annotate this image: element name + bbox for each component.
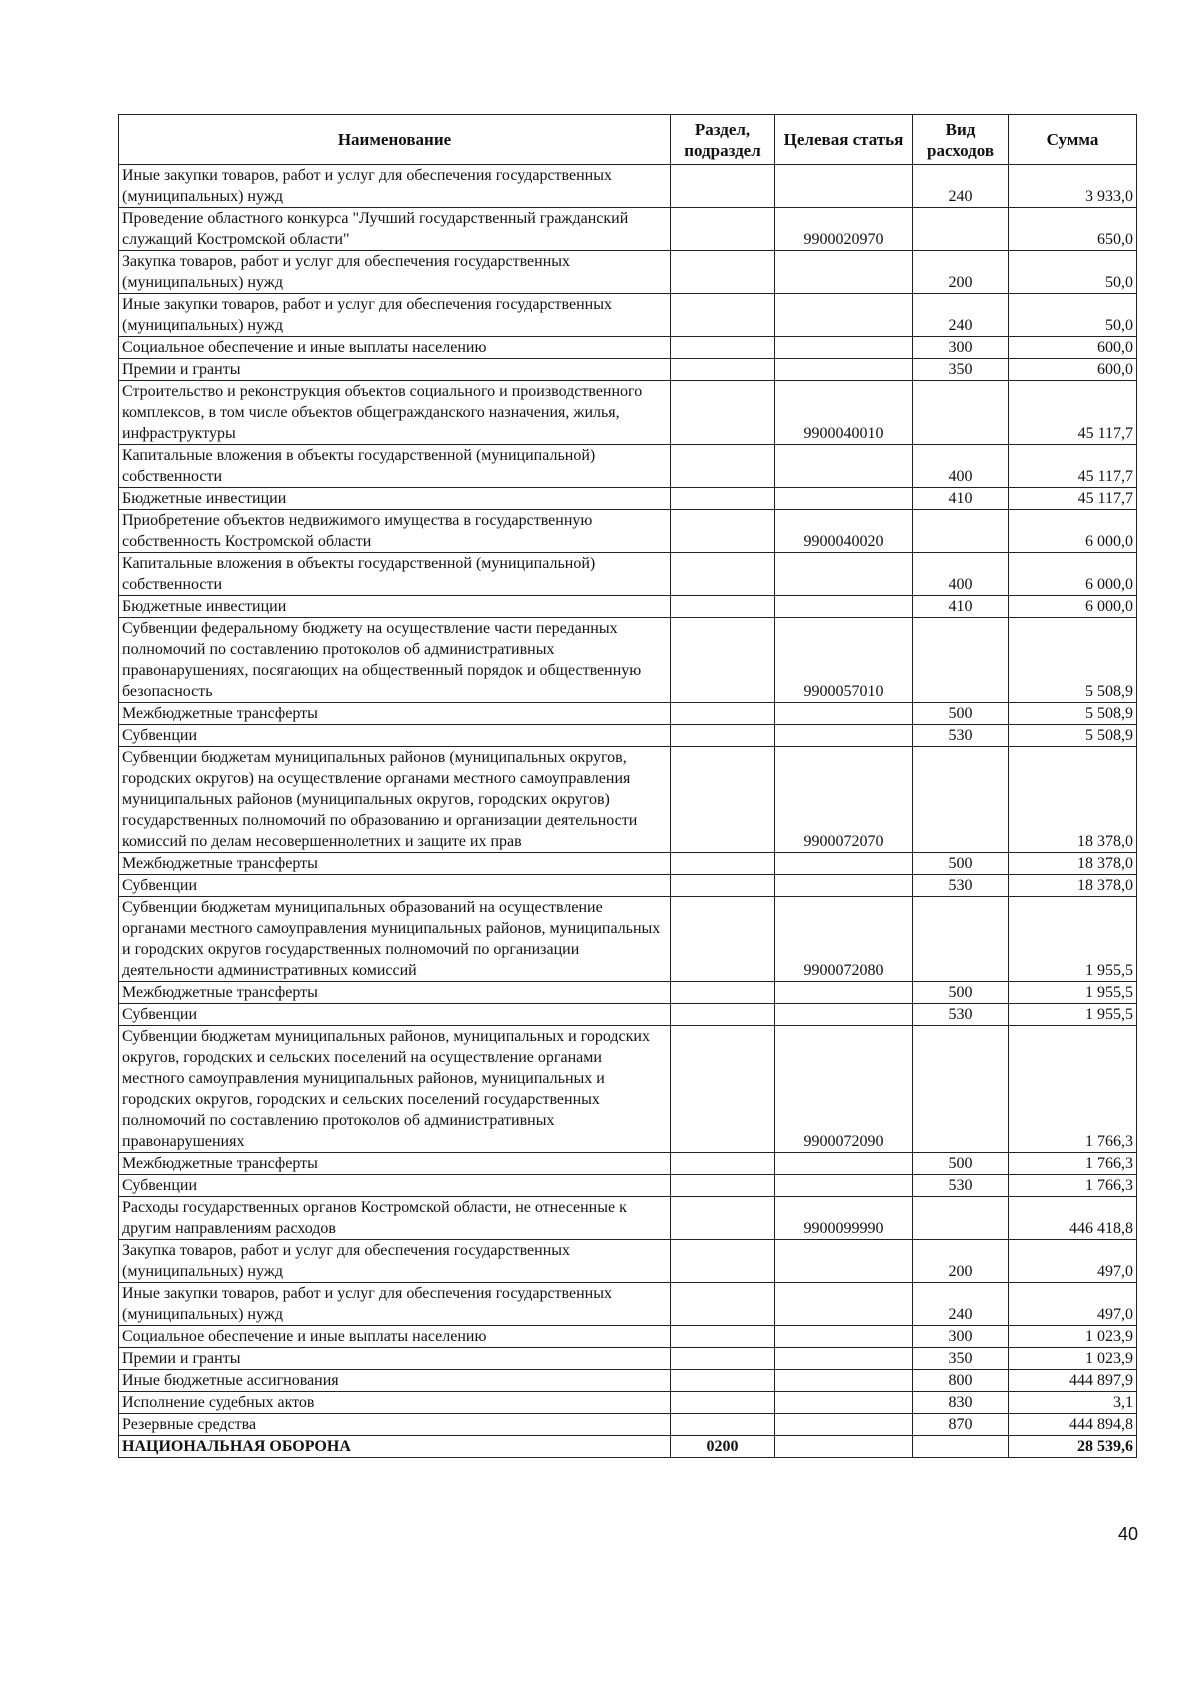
cell-sum: 1 955,5 <box>1009 897 1137 982</box>
cell-type: 870 <box>913 1414 1009 1436</box>
table-header-row <box>119 115 1137 165</box>
table-row <box>119 445 1137 488</box>
cell-type <box>913 1197 1009 1240</box>
cell-target <box>775 596 913 618</box>
cell-name: Субвенции <box>119 1175 671 1197</box>
cell-section <box>671 1348 775 1370</box>
cell-type <box>913 618 1009 703</box>
cell-section <box>671 897 775 982</box>
cell-target <box>775 359 913 381</box>
cell-type: 410 <box>913 596 1009 618</box>
cell-sum: 18 378,0 <box>1009 747 1137 853</box>
cell-name: Социальное обеспечение и иные выплаты населению <box>119 1326 671 1348</box>
cell-target <box>775 1414 913 1436</box>
cell-section <box>671 445 775 488</box>
cell-name: Субвенции федеральному бюджету на осуществление части переданных полномочий по составлению протоколов об административных правонарушениях, посягающих на общественный порядок и общественную безопасность <box>119 618 671 703</box>
table-row <box>119 251 1137 294</box>
cell-type: 350 <box>913 359 1009 381</box>
table-row <box>119 1436 1137 1458</box>
cell-section <box>671 1004 775 1026</box>
cell-sum: 650,0 <box>1009 208 1137 251</box>
cell-sum: 1 766,3 <box>1009 1175 1137 1197</box>
cell-type: 500 <box>913 1153 1009 1175</box>
table-row <box>119 1392 1137 1414</box>
cell-type: 240 <box>913 294 1009 337</box>
cell-name: Строительство и реконструкция объектов социального и производственного комплексов, в том числе объектов общегражданского назначения, жилья, инфраструктуры <box>119 381 671 445</box>
cell-target <box>775 553 913 596</box>
cell-target <box>775 725 913 747</box>
cell-name: Закупка товаров, работ и услуг для обеспечения государственных (муниципальных) нужд <box>119 251 671 294</box>
cell-target <box>775 1392 913 1414</box>
cell-type: 300 <box>913 337 1009 359</box>
cell-section <box>671 359 775 381</box>
cell-section <box>671 982 775 1004</box>
cell-name: Субвенции бюджетам муниципальных районов, муниципальных и городских округов, городских и сельских поселений на осуществление органами местного самоуправления муниципальных районов, муниципальных и городских округов, городских и сельских поселений государственных полномочий по составлению протоколов об административных правонарушениях <box>119 1026 671 1153</box>
cell-name: Закупка товаров, работ и услуг для обеспечения государственных (муниципальных) нужд <box>119 1240 671 1283</box>
cell-type: 240 <box>913 165 1009 208</box>
cell-target <box>775 337 913 359</box>
table-row <box>119 725 1137 747</box>
cell-section <box>671 1370 775 1392</box>
cell-target <box>775 1240 913 1283</box>
cell-section <box>671 1326 775 1348</box>
cell-sum: 600,0 <box>1009 359 1137 381</box>
cell-target <box>775 1153 913 1175</box>
cell-target: 9900040010 <box>775 381 913 445</box>
cell-sum: 446 418,8 <box>1009 1197 1137 1240</box>
cell-section <box>671 596 775 618</box>
cell-sum: 444 897,9 <box>1009 1370 1137 1392</box>
cell-target: 9900072090 <box>775 1026 913 1153</box>
cell-type <box>913 1026 1009 1153</box>
cell-sum: 5 508,9 <box>1009 725 1137 747</box>
cell-type: 500 <box>913 982 1009 1004</box>
cell-section <box>671 294 775 337</box>
cell-type <box>913 897 1009 982</box>
cell-type: 800 <box>913 1370 1009 1392</box>
cell-sum: 5 508,9 <box>1009 618 1137 703</box>
cell-target: 9900057010 <box>775 618 913 703</box>
cell-sum: 5 508,9 <box>1009 703 1137 725</box>
table-row <box>119 553 1137 596</box>
cell-sum: 1 023,9 <box>1009 1326 1137 1348</box>
cell-section <box>671 1240 775 1283</box>
header-section: Раздел, подраздел <box>671 115 775 165</box>
cell-name: Межбюджетные трансферты <box>119 853 671 875</box>
cell-type: 240 <box>913 1283 1009 1326</box>
cell-sum: 45 117,7 <box>1009 488 1137 510</box>
cell-target: 9900072070 <box>775 747 913 853</box>
cell-target <box>775 445 913 488</box>
cell-sum: 1 766,3 <box>1009 1026 1137 1153</box>
table-row <box>119 1240 1137 1283</box>
cell-section <box>671 553 775 596</box>
table-row <box>119 1175 1137 1197</box>
cell-sum: 45 117,7 <box>1009 381 1137 445</box>
cell-sum: 6 000,0 <box>1009 553 1137 596</box>
table-row <box>119 1326 1137 1348</box>
cell-name: Субвенции <box>119 725 671 747</box>
cell-sum: 18 378,0 <box>1009 875 1137 897</box>
cell-sum: 444 894,8 <box>1009 1414 1137 1436</box>
cell-name: Премии и гранты <box>119 1348 671 1370</box>
cell-target <box>775 1348 913 1370</box>
table-body <box>119 165 1137 1458</box>
cell-sum: 497,0 <box>1009 1240 1137 1283</box>
cell-target <box>775 982 913 1004</box>
cell-sum: 1 766,3 <box>1009 1153 1137 1175</box>
cell-type: 830 <box>913 1392 1009 1414</box>
cell-sum: 50,0 <box>1009 251 1137 294</box>
cell-type: 300 <box>913 1326 1009 1348</box>
cell-type: 400 <box>913 553 1009 596</box>
cell-name: Иные бюджетные ассигнования <box>119 1370 671 1392</box>
header-sum: Сумма <box>1009 115 1137 165</box>
table-row <box>119 747 1137 853</box>
header-name: Наименование <box>119 115 671 165</box>
cell-target <box>775 703 913 725</box>
cell-name: Иные закупки товаров, работ и услуг для обеспечения государственных (муниципальных) нужд <box>119 165 671 208</box>
cell-name: Субвенции <box>119 875 671 897</box>
cell-sum: 1 955,5 <box>1009 1004 1137 1026</box>
cell-section <box>671 1283 775 1326</box>
table-row <box>119 359 1137 381</box>
header-type: Вид расходов <box>913 115 1009 165</box>
cell-section <box>671 165 775 208</box>
cell-sum: 3,1 <box>1009 1392 1137 1414</box>
cell-section <box>671 1392 775 1414</box>
cell-target: 9900020970 <box>775 208 913 251</box>
cell-sum: 50,0 <box>1009 294 1137 337</box>
cell-name: Социальное обеспечение и иные выплаты населению <box>119 337 671 359</box>
cell-section <box>671 703 775 725</box>
table-row <box>119 1197 1137 1240</box>
table-row <box>119 294 1137 337</box>
cell-type: 410 <box>913 488 1009 510</box>
table-row <box>119 703 1137 725</box>
cell-name: Субвенции бюджетам муниципальных образований на осуществление органами местного самоуправления муниципальных районов, муниципальных и городских округов государственных полномочий по организации деятельности административных комиссий <box>119 897 671 982</box>
cell-sum: 1 955,5 <box>1009 982 1137 1004</box>
table-row <box>119 618 1137 703</box>
table-row <box>119 337 1137 359</box>
cell-target <box>775 1283 913 1326</box>
cell-target: 9900040020 <box>775 510 913 553</box>
cell-name: Иные закупки товаров, работ и услуг для обеспечения государственных (муниципальных) нужд <box>119 1283 671 1326</box>
cell-section <box>671 1026 775 1153</box>
cell-type: 530 <box>913 1004 1009 1026</box>
cell-type: 500 <box>913 853 1009 875</box>
header-target: Целевая статья <box>775 115 913 165</box>
cell-section <box>671 1153 775 1175</box>
cell-section <box>671 747 775 853</box>
cell-name: Резервные средства <box>119 1414 671 1436</box>
cell-section <box>671 1197 775 1240</box>
cell-name: Иные закупки товаров, работ и услуг для обеспечения государственных (муниципальных) нужд <box>119 294 671 337</box>
table-row <box>119 897 1137 982</box>
cell-target <box>775 165 913 208</box>
cell-section: 0200 <box>671 1436 775 1458</box>
cell-type <box>913 381 1009 445</box>
table-row <box>119 381 1137 445</box>
cell-type: 350 <box>913 1348 1009 1370</box>
cell-name: Межбюджетные трансферты <box>119 1153 671 1175</box>
cell-name: Бюджетные инвестиции <box>119 596 671 618</box>
cell-section <box>671 510 775 553</box>
cell-type: 530 <box>913 725 1009 747</box>
cell-type: 530 <box>913 1175 1009 1197</box>
cell-sum: 18 378,0 <box>1009 853 1137 875</box>
cell-name: Капитальные вложения в объекты государственной (муниципальной) собственности <box>119 553 671 596</box>
cell-name: Субвенции <box>119 1004 671 1026</box>
cell-target <box>775 875 913 897</box>
cell-section <box>671 853 775 875</box>
cell-sum: 6 000,0 <box>1009 510 1137 553</box>
cell-target <box>775 853 913 875</box>
cell-target: 9900072080 <box>775 897 913 982</box>
cell-target <box>775 1326 913 1348</box>
table-row <box>119 875 1137 897</box>
cell-sum: 28 539,6 <box>1009 1436 1137 1458</box>
table-row <box>119 982 1137 1004</box>
cell-name: Межбюджетные трансферты <box>119 703 671 725</box>
cell-section <box>671 251 775 294</box>
budget-table <box>118 114 1137 1458</box>
cell-section <box>671 381 775 445</box>
cell-section <box>671 1414 775 1436</box>
cell-section <box>671 208 775 251</box>
cell-type <box>913 510 1009 553</box>
table-row <box>119 1414 1137 1436</box>
cell-target <box>775 1436 913 1458</box>
cell-name: Проведение областного конкурса "Лучший государственный гражданский служащий Костромской области" <box>119 208 671 251</box>
table-row <box>119 510 1137 553</box>
table-row <box>119 853 1137 875</box>
cell-section <box>671 337 775 359</box>
table-row <box>119 1153 1137 1175</box>
cell-sum: 3 933,0 <box>1009 165 1137 208</box>
cell-name: Межбюджетные трансферты <box>119 982 671 1004</box>
cell-name: Капитальные вложения в объекты государственной (муниципальной) собственности <box>119 445 671 488</box>
cell-name: Бюджетные инвестиции <box>119 488 671 510</box>
cell-section <box>671 725 775 747</box>
cell-target <box>775 294 913 337</box>
cell-target <box>775 1175 913 1197</box>
cell-name: Премии и гранты <box>119 359 671 381</box>
cell-name: Приобретение объектов недвижимого имущества в государственную собственность Костромской области <box>119 510 671 553</box>
cell-target <box>775 488 913 510</box>
cell-section <box>671 618 775 703</box>
cell-type <box>913 747 1009 853</box>
cell-target: 9900099990 <box>775 1197 913 1240</box>
cell-sum: 6 000,0 <box>1009 596 1137 618</box>
cell-sum: 1 023,9 <box>1009 1348 1137 1370</box>
cell-target <box>775 1370 913 1392</box>
cell-name: Расходы государственных органов Костромской области, не отнесенные к другим направлениям расходов <box>119 1197 671 1240</box>
cell-type: 530 <box>913 875 1009 897</box>
table-row <box>119 1026 1137 1153</box>
cell-type: 200 <box>913 1240 1009 1283</box>
cell-type <box>913 1436 1009 1458</box>
table-row <box>119 596 1137 618</box>
cell-type: 400 <box>913 445 1009 488</box>
cell-sum: 45 117,7 <box>1009 445 1137 488</box>
cell-section <box>671 488 775 510</box>
table-row <box>119 165 1137 208</box>
cell-name: Субвенции бюджетам муниципальных районов (муниципальных округов, городских округов) на осуществление органами местного самоуправления муниципальных районов (муниципальных округов, городских округов) государственных полномочий по образованию и организации деятельности комиссий по делам несовершеннолетних и защите их прав <box>119 747 671 853</box>
cell-sum: 600,0 <box>1009 337 1137 359</box>
cell-type: 500 <box>913 703 1009 725</box>
cell-target <box>775 251 913 294</box>
cell-section <box>671 875 775 897</box>
table-row <box>119 1004 1137 1026</box>
cell-type <box>913 208 1009 251</box>
cell-name: НАЦИОНАЛЬНАЯ ОБОРОНА <box>119 1436 671 1458</box>
cell-section <box>671 1175 775 1197</box>
table-row <box>119 488 1137 510</box>
table-row <box>119 1348 1137 1370</box>
cell-name: Исполнение судебных актов <box>119 1392 671 1414</box>
cell-sum: 497,0 <box>1009 1283 1137 1326</box>
cell-type: 200 <box>913 251 1009 294</box>
page-number: 40 <box>1118 1524 1139 1544</box>
table-row <box>119 208 1137 251</box>
table-row <box>119 1370 1137 1392</box>
cell-target <box>775 1004 913 1026</box>
table-row <box>119 1283 1137 1326</box>
